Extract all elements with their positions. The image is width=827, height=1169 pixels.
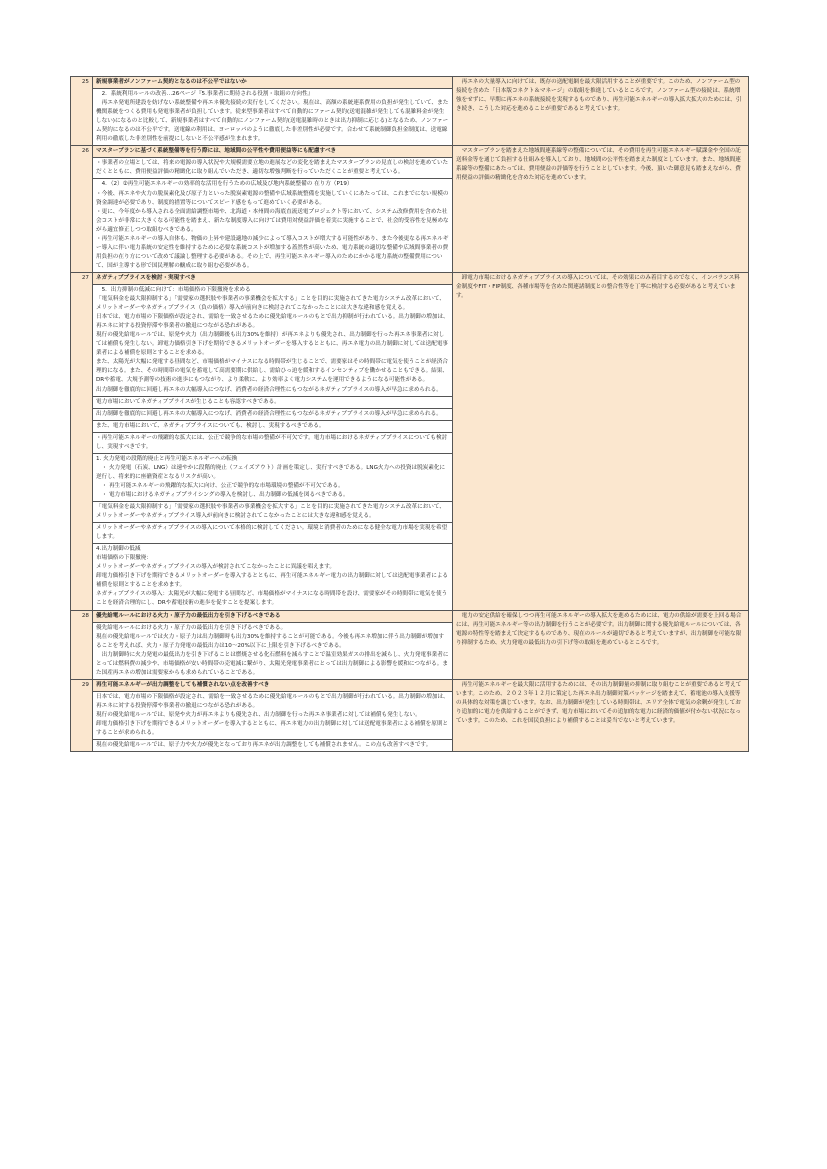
opinion-table [70, 76, 749, 752]
item-header-row [71, 146, 749, 158]
government-response: 電力の安定供給を確保しつつ再生可能エネルギーの導入拡大を進めるためには、電力の供給が需要を上回る場合には、再生可能エネルギー等の出力制御を行うことが必要です。出力制御に関する優先給電ルールについては、各電源の特性等を踏まえて決定するものであり、現在のルールが適切であると考えていますが、出力制御を可能な限り抑制するため、火力発電の最低出力の引下げ等の取組を進めているところです。 [453, 610, 749, 679]
government-response: 卸電力市場におけるネガティブプライスの導入については、その効果にのみ着目するのでなく、インバランス料金制度やFIT・FIP制度、各種市場等を含めた関連諸制度との整合性等を丁寧に検討する必要があると考えています。 [453, 272, 749, 610]
item-header-row [71, 679, 749, 691]
public-comment: 日本では、電力市場の下限価格が設定され、需給を一致させるために優先給電ルールのもとで出力制御が行われている。出力制御の増加は、再エネに対する投資停滞や事業者の撤退につながる恐れがある。 現行の優先給電ルールでは、原発や火力が再エネよりも優先され、出力制御を行った再エネ事業者に対しては補償も発生しない。 卸電力価格引き下げを期待できるメリットオーダーを導入するとともに、再エネ電力の出力制御に対しては送配電事業者による補償を原則とすることが求められる。 [93, 691, 453, 739]
item-number: 28 [71, 610, 93, 679]
public-comment: 1. 火力発電の段階的廃止と再生可能エネルギーへの転換 ・ 火力発電（石炭、LNG）は速やかに段階的廃止（フェイズアウト）計画を策定し、実行すべきである。LNG火力への投資は脱炭素化に逆行し、将来的に座礁資産となるリスクが高い。 ・ 再生可能エネルギーの飛躍的な拡大に向け、公正で競争的な市場環境の整備が不可欠である。 ・ 電力市場におけるネガティブプライシングの導入を検討し、出力制御の低減を図るべきである。 [93, 453, 453, 501]
item-title: 新規事業者がノンファーム契約となるのは不公平ではないか [93, 77, 453, 89]
item-header-row [71, 272, 749, 284]
public-comment: 電力市場においてネガティブプライスが生じることも容認すべきである。 [93, 396, 453, 408]
government-response: 再エネの大量導入に向けては、既存の送配電網を最大限活用することが重要です。このため、ノンファーム型の接続を含めた「日本版コネクト＆マネージ」の取組を推進しているところです。ノンファーム型の接続は、系統増強をせずに、早期に再エネの系統接続を実現するものであり、再生可能エネルギーの導入拡大拡大のためには、引き続き、こうした対応を進めることが重要であると考えています。 [453, 77, 749, 146]
item-title: 優先給電ルールにおける火力・原子力の最低出力を引き下げるべきである [93, 610, 453, 622]
public-comment: 現在の優先給電ルールでは、原子力や火力が優先となっており再エネが出力調整をしても補償されません。この点も改善すべきです。 [93, 740, 453, 752]
public-comment: ・事業者の立場としては、将来の電源の導入状況や大規模需要立地の進展などの変化を踏まえたマスタープランの見直しの検討を進めていただくとともに、費用便益評価の精緻化に取り組んでいただき、適切な増強判断を行っていただくことが重要と考えている。 [93, 158, 453, 179]
item-title: ネガティブプライスを検討・実現すべき [93, 272, 453, 284]
government-response: マスタープランを踏まえた地域間連系線等の整備については、その費用を再生可能エネルギー賦課金や全国の託送料金等を通じて負担する仕組みを導入しており、地域間の公平性を踏まえた制度としています。また、地域間連系線等の整備にあたっては、費用便益の評価等を行うこととしています。今後、頂いた御意見も踏まえながら、費用便益の評価の精緻化を含めた対応を進めています。 [453, 146, 749, 273]
item-number: 27 [71, 272, 93, 610]
public-comment: また、電力市場において、ネガティブプライスについても、検討し、実現するべきである。 [93, 420, 453, 432]
item-title: 再生可能エネルギーが出力調整をしても補償されない点を改善すべき [93, 679, 453, 691]
item-number: 25 [71, 77, 93, 146]
item-header-row [71, 77, 749, 89]
public-comment: メリットオーダーやネガティブプライスの導入について本格的に検討してください。環境と消費者のためになる健全な電力市場を実現を希望します。 [93, 523, 453, 544]
public-comment: 4．（2）②再生可能エネルギーの効率的な活用を行うための広域及び地内系統整備の 在り方（P19） ・今後、再エネや火力の脱炭素化及び原子力といった脱炭素電源の整備や広域系統整備を実施していくにあたっては、これまでにない規模の資金調達が必要であり、制度的措置等についてスピード感をもって進めていく必要がある。 ・更に、今年度から導入される全面需給調整市場や、北海道・本州間の海底直流送電プロジェクト等において、システム改修費用を含めた社会コストが非常に大きくなる可能性を踏まえ、新たな制度導入に向けては費用対便益評価を着実に実施することで、社会的受容性を見極めながら適宜修正しつつ取組むべきである。 ・再生可能エネルギーの導入自体も、物価の上昇や建設適地の減少によって導入コストが増大する可能性があり、また今後更なる再エネルギー導入に伴い電力系統の安定性を維持するために必要な系統コストが増加する蓋然性が高いため、電力系統の適切な整備や広域間事業者の費用負担の在り方について改めて議論し整理する必要がある。その上で、再生可能エネルギー導入のためにかかる電力系統の整備費用について、国が主導する形で国民理解の醸成に取り組む必要がある。 [93, 179, 453, 272]
public-comment: 優先給電ルールにおける火力・原子力の最低出力を引き下げるべきである。 現在の優先給電ルールでは火力・原子力は出力制御時も出力30%を維持することが可能である。今後も再エネ増加に伴う出力制御が増加することを考えれば、火力・原子力発電の最低出力は10～20%以下に上限を引き下げるべきである。 出力制御時に火力発電の最低出力を引き下げることは燃焼させる化石燃料を減らすことで温室効果ガスの排出を減らし、火力発電事業者にとっては燃料費の減少や、市場価格が安い時間帯の売電減に繋がり、太陽光発電事業者にとっては出力制御による影響を緩和につながる。また国産再エネの増加は需要家からも求められていることである。 [93, 622, 453, 679]
public-comment: ・再生可能エネルギーの飛躍的な拡大には、公正で競争的な市場の整備が不可欠です。電力市場におけるネガティブプライスについても検討し、実現すべきです。 [93, 432, 453, 453]
item-number: 26 [71, 146, 93, 273]
public-comment: 4.出力制御の低減 市場価格の下限撤廃： メリットオーダーやネガティブプライスの導入が検討されてこなかったことに異議を唱えます。 卸電力価格引き下げを期待できるメリットオーダーを導入するとともに、再生可能エネルギー電力の出力制御に対しては送配電事業者による補償を原則とすることを求めます。 ネガティブプライスの導入：太陽光が大幅に発電する昼間など、市場価格がマイナスになる時間帯を設け、需要家がその時間帯に電気を使うことを経済合理的にし、DRや蓄電技術の進歩を促すことを提案します。 [93, 544, 453, 610]
item-header-row [71, 610, 749, 622]
item-title: マスタープランに基づく系統整備等を行う際には、地域間の公平性や費用便益等にも配慮すべき [93, 146, 453, 158]
public-comment: 5．出力抑制の低減に向けて：市場価格の下限撤廃を求める 「電気料金を最大限抑制する」「需要家の選択肢や事業者の事業機会を拡大する」ことを目的に実施されてきた電力システム改革において、メリットオーダーやネガティブプライス（負の価格）導入が前向きに検討されてこなかったことには大きな違和感を覚える。 日本では、電力市場の下限価格が設定され、需給を一致させるために優先給電ルールのもとで出力抑制が行われている。出力制御の増加は、再エネに対する投資停滞や事業者の撤退につながる恐れがある。 現行の優先給電ルールでは、原発や火力（出力制御後も出力30%を維持）が再エネよりも優先され、出力制御を行った再エネ事業者に対しては補償も発生しない。卸電力価格引き下げを期待できるメリットオーダーを導入するとともに、再エネ電力の出力制御に対しては送配電事業者による補償を原則とすることを求める。 また、太陽光が大幅に発電する昼間など、市場価格がマイナスになる時間帯が生じることで、需要家はその時間帯に電気を使うことが経済合理的になる。また、その時間帯の電気を蓄電して高需要期に供給し、需給ひっ迫を緩和するインセンティブを働かせることもできる。結果、DRや蓄電、大規予測等の技術の進歩にもつながり、より柔軟に、より効率よく電力システムを運用できるようになる可能性がある。 出力制御を徹底的に回避し再エネの大幅導入につなげ、消費者の経済合理性にもつながるネガティブプライスの導入が早急に求められる。 [93, 284, 453, 396]
item-number: 29 [71, 679, 93, 751]
government-response: 再生可能エネルギーを最大限に活用するためには、その出力制御量の抑制に取り組むことが重要であると考えています。このため、２０２３年１２月に策定した再エネ出力制御対策パッケージを踏まえて、蓄電池の導入支援等の具体的な対策を講じています。なお、出力制御が発生している時間帯は、エリア全体で電気の余剰が発生しており追加的に電力を供給することができず、電力市場においてその追加的な電力に経済的価値が付かない状況になっています。このため、これを国民負担により補償することは妥当でないと考えています。 [453, 679, 749, 751]
public-comment: 出力制御を徹底的に回避し再エネの大幅導入につなげ、消費者の経済合理性にもつながるネガティブプライスの導入が早急に求められる。 [93, 408, 453, 420]
public-comment: 2．系統利用ルールの改善…26ページ『5.事業者に期待される役割・取組の方向性』 再エネ発電所建設を妨げない系統整備や再エネ優先接続の実行をしてください。現在は、高額の系統連系費用の負担が発生していて、また機関系統をつくる費用も発電事業者が負担しています。従来型事業者はすべて自動的にファーム契約(送電混雑が発生しても混雑料金が発生しない)になるのと比較して、新規事業者はすべて自動的にノンファーム契約(送電混雑時のときは出力抑制に応じる)となるため、ノンファーム契約になるのは不公平です。送電線の利用は、ヨーロッパのように徹底した非差別性が必要です。合わせて系統制御負担金制度は、送電線利用の徹底した非差別性を前提にしないと不公平感が生まれます。 [93, 89, 453, 146]
public-comment: 「電気料金を最大限抑制する」「需要家の選択肢や事業者の事業機会を拡大する」ことを目的に実施されてきた電力システム改革において、メリットオーダーやネガティブプライス導入が前向きに検討されてこなかったことには大きな違和感を覚える。 [93, 502, 453, 523]
